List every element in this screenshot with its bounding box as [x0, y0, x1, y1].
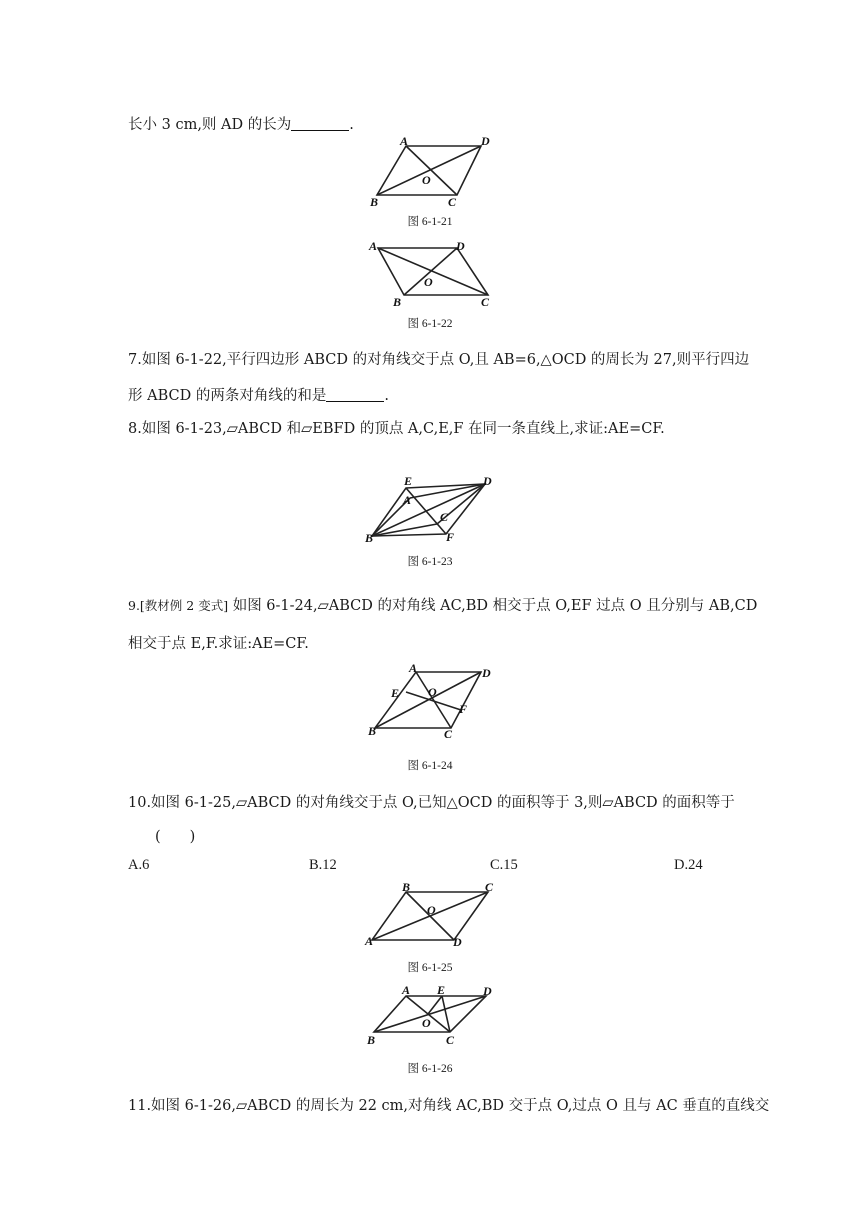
- label-c: C: [440, 510, 449, 524]
- figure-6-1-26: [362, 982, 502, 1048]
- label-o: O: [427, 903, 436, 917]
- label-a: A: [409, 662, 418, 675]
- caption-6-1-24: 图 6-1-24: [407, 760, 453, 772]
- label-c: C: [481, 295, 490, 309]
- label-b: B: [393, 295, 402, 309]
- label-d: D: [482, 666, 491, 680]
- answer-blank: [326, 387, 384, 402]
- diagonal-ac: [378, 248, 488, 295]
- label-a: A: [403, 493, 412, 507]
- label-b: B: [367, 1033, 376, 1047]
- label-e: E: [391, 686, 400, 700]
- label-c: C: [444, 727, 453, 741]
- question-9-line-1: [128, 594, 757, 615]
- label-f: F: [446, 530, 455, 544]
- question-8: 8.如图 6-1-23,▱ABCD 和▱EBFD 的顶点 A,C,E,F 在同一条直线上,求证:AE=CF.: [128, 421, 665, 437]
- caption-6-1-26: 图 6-1-26: [407, 1063, 453, 1075]
- option-c: C.15: [490, 857, 518, 873]
- label-b: B: [402, 880, 411, 894]
- label-d: D: [453, 935, 462, 949]
- label-a: A: [365, 934, 374, 948]
- label-c: C: [446, 1033, 455, 1047]
- label-b: B: [368, 724, 377, 738]
- label-o: O: [424, 275, 433, 289]
- label-a: A: [402, 983, 411, 997]
- question-11: 11.如图 6-1-26,▱ABCD 的周长为 22 cm,对角线 AC,BD 交于点 O,过点 O 且与 AC 垂直的直线交: [128, 1098, 770, 1114]
- text-segment: 如图 6-1-24,▱ABCD 的对角线 AC,BD 相交于点 O,EF 过点 O 且分别与 AB,CD: [228, 598, 758, 614]
- diagonal-ac: [406, 146, 457, 195]
- option-d: D.24: [674, 857, 703, 873]
- diagonal-bd: [377, 146, 481, 195]
- problem-6-tail: 长小 3 cm,则 AD 的长为 .: [128, 117, 354, 133]
- label-d: D: [481, 134, 490, 148]
- caption-6-1-21: 图 6-1-21: [407, 216, 453, 228]
- text-segment: 形 ABCD 的两条对角线的和是: [128, 388, 327, 404]
- label-a: A: [369, 239, 378, 253]
- caption-6-1-25: 图 6-1-25: [407, 962, 453, 974]
- caption-6-1-22: 图 6-1-22: [407, 318, 453, 330]
- label-e: E: [437, 983, 446, 997]
- label-c: C: [448, 195, 457, 209]
- figure-6-1-24: [364, 662, 504, 742]
- figure-6-1-21: [364, 134, 504, 210]
- label-d: D: [456, 239, 465, 253]
- label-b: B: [365, 531, 374, 545]
- question-9-line-2: 相交于点 E,F.求证:AE=CF.: [128, 636, 309, 652]
- label-o: O: [428, 685, 437, 699]
- text-segment: 长小 3 cm,则 AD 的长为: [128, 117, 292, 133]
- textbook-tag: 9.[教材例 2 变式]: [128, 598, 229, 613]
- option-b: B.12: [309, 857, 337, 873]
- label-a: A: [400, 134, 409, 148]
- diagonal-ac: [416, 672, 451, 728]
- label-d: D: [483, 984, 492, 998]
- label-b: B: [370, 195, 379, 209]
- diagonal-bd: [372, 484, 485, 536]
- question-7-line-1: 7.如图 6-1-22,平行四边形 ABCD 的对角线交于点 O,且 AB=6,△OCD 的周长为 27,则平行四边: [128, 352, 750, 368]
- label-d: D: [483, 474, 492, 488]
- label-o: O: [422, 173, 431, 187]
- question-10-line-1: 10.如图 6-1-25,▱ABCD 的对角线交于点 O,已知△OCD 的面积等于 3,则▱ABCD 的面积等于: [128, 795, 735, 811]
- figure-6-1-25: [362, 880, 502, 952]
- figure-6-1-23: [362, 472, 502, 546]
- label-e: E: [404, 474, 413, 488]
- answer-blank: [291, 116, 349, 131]
- caption-6-1-23: 图 6-1-23: [407, 556, 453, 568]
- label-o: O: [422, 1016, 431, 1030]
- label-c: C: [485, 880, 494, 894]
- question-7-line-2: 形 ABCD 的两条对角线的和是 .: [128, 388, 389, 404]
- option-a: A.6: [128, 857, 150, 873]
- figure-6-1-22: [364, 236, 504, 310]
- label-f: F: [459, 702, 468, 716]
- question-10-answer-bracket: ( ): [155, 829, 196, 845]
